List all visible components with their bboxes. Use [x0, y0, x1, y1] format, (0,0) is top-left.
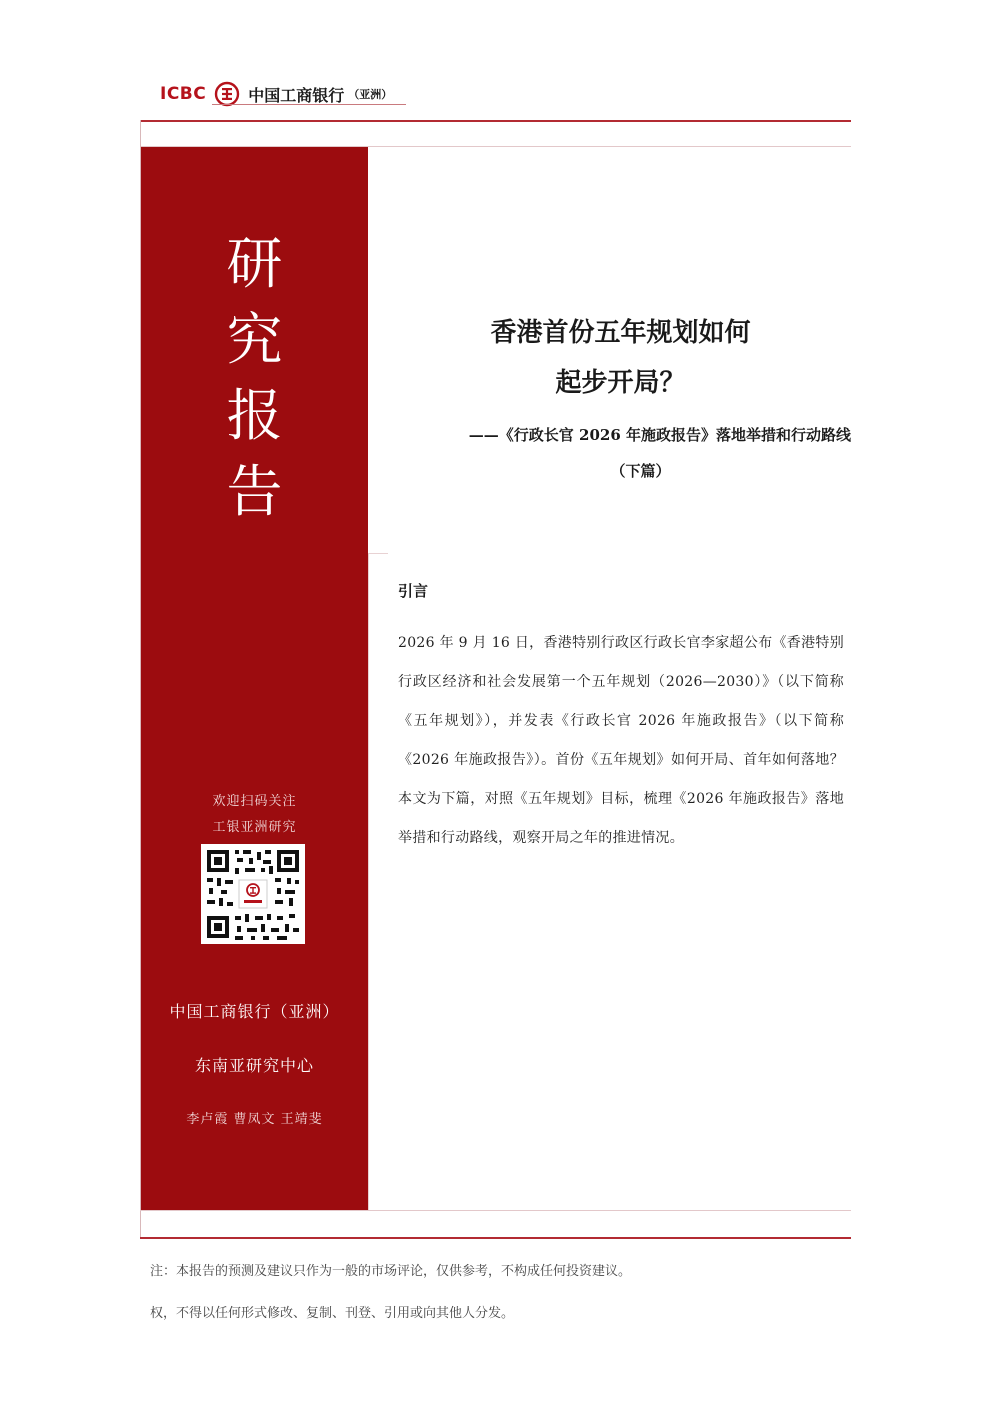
intro-paragraph: 2026 年 9 月 16 日，香港特别行政区行政长官李家超公布《香港特别行政区经济和社会发展第一个五年规划（2026—2030）》（以下简称《五年规划》），并发表《行政长官 2026 年施政报告》（以下简称《2026 年施政报告》）。首份《五年规划》如何开局、首年如何落地？本文为下篇，对照《五年规划》目标，梳理《2026 年施政报告》落地举措和行动路线，观察开局之年的推进情况。	[398, 635, 844, 846]
bank-name: 中国工商银行	[248, 85, 345, 105]
scan-prompt-line1: 欢迎扫码关注	[212, 794, 297, 809]
report-subtitle-part: （下篇）	[610, 462, 671, 480]
section-heading: 引言	[398, 582, 429, 600]
header-underline	[212, 104, 406, 105]
report-title-line1: 香港首份五年规划如何	[490, 318, 751, 348]
org-name: 中国工商银行（亚洲）	[169, 1002, 340, 1021]
sidebar-title-char: 研	[226, 232, 283, 297]
bottom-rule-thin	[140, 1210, 851, 1211]
sidebar-title	[141, 227, 368, 531]
sidebar-panel	[141, 147, 368, 1211]
research-center: 东南亚研究中心	[194, 1056, 314, 1075]
scan-prompt-line2: 工银亚洲研究	[212, 820, 297, 835]
qr-code-icon	[201, 844, 305, 944]
authors: 李卢霞 曹凤文 王靖斐	[186, 1112, 323, 1127]
bottom-rule	[140, 1237, 851, 1239]
report-subtitle: ——《行政长官 2026 年施政报告》落地举措和行动路线	[468, 426, 851, 444]
sidebar-title-char: 究	[226, 308, 283, 373]
top-rule	[140, 120, 851, 122]
scan-prompt	[141, 789, 368, 841]
content-divider	[368, 553, 388, 1211]
sidebar-title-char: 报	[226, 384, 283, 449]
report-title-line2: 起步开局？	[555, 368, 686, 398]
bank-region: （亚洲）	[348, 88, 393, 101]
sidebar-title-char: 告	[226, 460, 283, 525]
copyright-note: 权，不得以任何形式修改、复制、刊登、引用或向其他人分发。	[150, 1306, 515, 1321]
disclaimer-note: 注：本报告的预测及建议只作为一般的市场评论，仅供参考，不构成任何投资建议。	[150, 1264, 632, 1279]
icbc-logo-text: ICBC	[160, 84, 207, 104]
